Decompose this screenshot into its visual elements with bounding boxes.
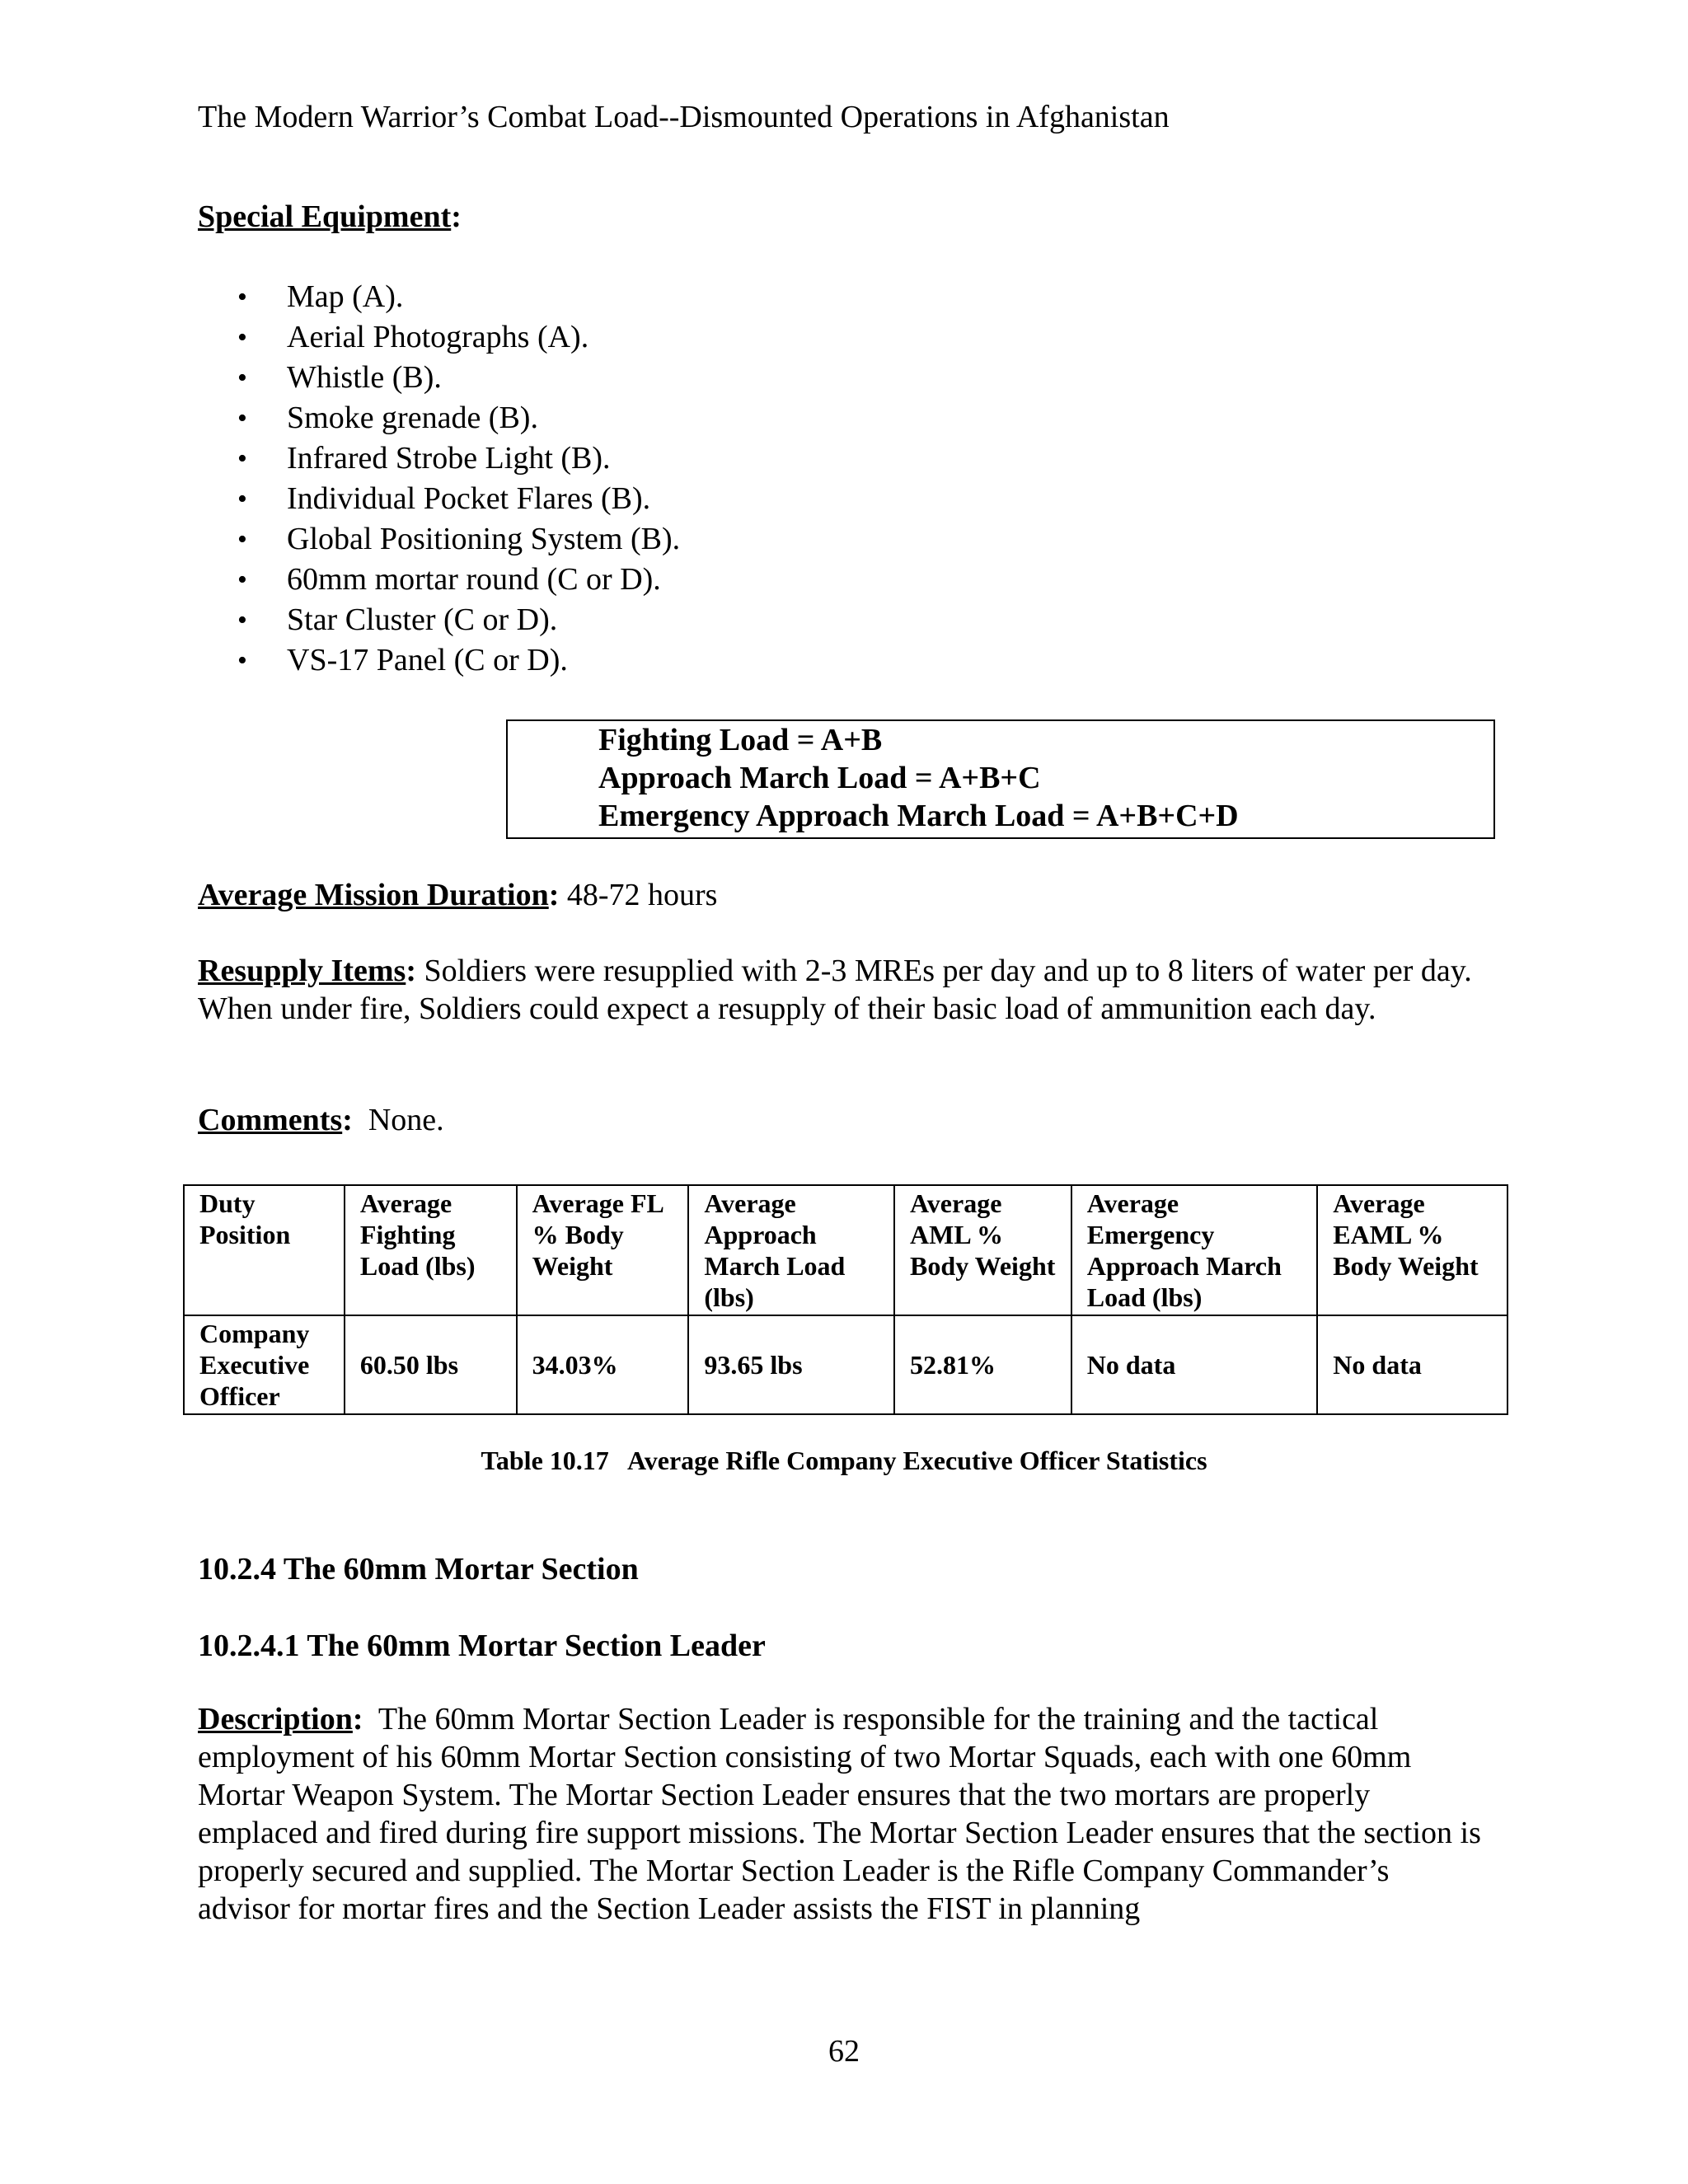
list-item: • Individual Pocket Flares (B). xyxy=(198,479,680,519)
table-header: Average FL % Body Weight xyxy=(517,1185,689,1315)
stats-table xyxy=(183,1184,1508,1415)
list-item: • Map (A). xyxy=(198,277,680,317)
running-head: The Modern Warrior’s Combat Load--Dismounted Operations in Afghanistan xyxy=(198,100,1170,134)
table-header: Average EAML % Body Weight xyxy=(1317,1185,1507,1315)
table-header: Average Fighting Load (lbs) xyxy=(345,1185,517,1315)
bullet-icon: • xyxy=(237,605,247,635)
special-equipment-list xyxy=(198,277,680,681)
bullet-icon: • xyxy=(237,282,247,312)
comments-paragraph: Comments: None. xyxy=(198,1103,444,1137)
table-header: Duty Position xyxy=(184,1185,345,1315)
comments-text: None. xyxy=(368,1103,444,1137)
section-heading: 10.2.4 The 60mm Mortar Section xyxy=(198,1552,639,1586)
resupply-text: Soldiers were resupplied with 2-3 MREs per day and up to 8 liters of water per day. When under fire, Soldiers could expect a resupply of their basic load of ammunition each day. xyxy=(198,954,1472,1026)
bullet-icon: • xyxy=(237,322,247,353)
table-header: Average AML % Body Weight xyxy=(894,1185,1071,1315)
list-item: • Infrared Strobe Light (B). xyxy=(198,438,680,479)
list-item: • Global Positioning System (B). xyxy=(198,519,680,560)
subsection-heading: 10.2.4.1 The 60mm Mortar Section Leader xyxy=(198,1629,766,1663)
bullet-icon: • xyxy=(237,443,247,474)
table-header: Average Approach March Load (lbs) xyxy=(688,1185,894,1315)
approach-load-formula: Approach March Load = A+B+C xyxy=(598,761,1041,795)
bullet-icon: • xyxy=(237,363,247,393)
table-cell: 60.50 lbs xyxy=(345,1315,517,1414)
table-cell: Company Executive Officer xyxy=(184,1315,345,1414)
bullet-icon: • xyxy=(237,484,247,514)
table-cell: 52.81% xyxy=(894,1315,1071,1414)
resupply-paragraph: Resupply Items: Soldiers were resupplied with 2-3 MREs per day and up to 8 liters of water per day. When under fire, Soldiers could expect a resupply of their basic load of ammunition each day. xyxy=(198,954,1472,1026)
page-number: 62 xyxy=(828,2034,860,2069)
list-item: • Aerial Photographs (A). xyxy=(198,317,680,358)
bullet-icon: • xyxy=(237,645,247,676)
bullet-icon: • xyxy=(237,403,247,434)
mission-duration-value: 48-72 hours xyxy=(566,878,718,912)
description-paragraph: Description: The 60mm Mortar Section Leader is responsible for the training and the tactical employment of his 60mm Mortar Section consisting of two Mortar Squads, each with one 60mm Mortar Weapon System. The Mortar Section Leader ensures that the two mortars are properly emplaced and fired during fire support missions. The Mortar Section Leader ensures that the section is properly secured and supplied. The Mortar Section Leader is the Rifle Company Commander’s advisor for mortar fires and the Section Leader assists the FIST in planning xyxy=(198,1702,1481,1926)
emergency-load-formula: Emergency Approach March Load = A+B+C+D xyxy=(598,799,1239,833)
mission-duration: Average Mission Duration: 48-72 hours xyxy=(198,878,718,912)
table-caption: Table 10.17 Average Rifle Company Executive Officer Statistics xyxy=(481,1446,1207,1475)
load-formula-box xyxy=(506,719,1495,839)
list-item: • VS-17 Panel (C or D). xyxy=(198,640,680,681)
table-header: Average Emergency Approach March Load (lbs) xyxy=(1071,1185,1318,1315)
table-cell: No data xyxy=(1071,1315,1318,1414)
table-row xyxy=(184,1315,1507,1414)
list-item: • Whistle (B). xyxy=(198,358,680,398)
special-equipment-label: Special Equipment xyxy=(198,199,452,234)
table-header-row xyxy=(184,1185,1507,1315)
list-item: • Star Cluster (C or D). xyxy=(198,600,680,640)
table-cell: No data xyxy=(1317,1315,1507,1414)
list-item: • 60mm mortar round (C or D). xyxy=(198,560,680,600)
bullet-icon: • xyxy=(237,565,247,595)
fighting-load-formula: Fighting Load = A+B xyxy=(598,723,883,757)
special-equipment-heading: Special Equipment: xyxy=(198,199,462,234)
table-cell: 34.03% xyxy=(517,1315,689,1414)
list-item: • Smoke grenade (B). xyxy=(198,398,680,438)
description-text: The 60mm Mortar Section Leader is responsible for the training and the tactical employment of his 60mm Mortar Section consisting of two Mortar Squads, each with one 60mm Mortar Weapon System. The Mortar Section Leader ensures that the two mortars are properly emplaced and fired during fire support missions. The Mortar Section Leader ensures that the section is properly secured and supplied. The Mortar Section Leader is the Rifle Company Commander’s advisor for mortar fires and the Section Leader assists the FIST in planning xyxy=(198,1702,1481,1926)
bullet-icon: • xyxy=(237,524,247,555)
table-cell: 93.65 lbs xyxy=(688,1315,894,1414)
